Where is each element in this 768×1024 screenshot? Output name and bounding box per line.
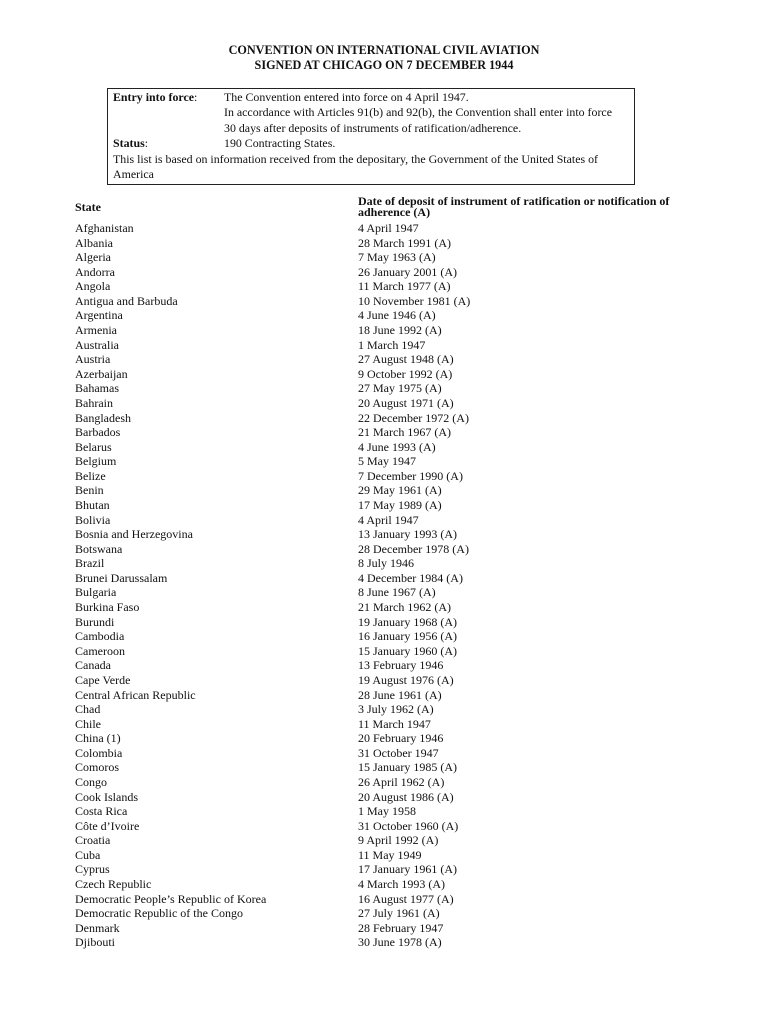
state-name: Belize <box>75 468 106 483</box>
state-name: Belgium <box>75 454 117 469</box>
deposit-date: 13 January 1993 (A) <box>358 527 457 542</box>
state-name: Democratic People’s Republic of Korea <box>75 891 267 906</box>
deposit-date: 22 December 1972 (A) <box>358 410 469 425</box>
state-name: Costa Rica <box>75 804 128 819</box>
deposit-date: 26 January 2001 (A) <box>358 264 457 279</box>
deposit-date: 20 August 1971 (A) <box>358 395 454 410</box>
state-name: Cape Verde <box>75 672 131 687</box>
table-row <box>0 323 768 338</box>
state-name: China (1) <box>75 731 121 746</box>
state-name: Algeria <box>75 250 111 265</box>
deposit-date: 13 February 1946 <box>358 658 444 673</box>
table-row <box>0 250 768 265</box>
table-row <box>0 906 768 921</box>
state-name: Brunei Darussalam <box>75 570 168 585</box>
table-row <box>0 294 768 309</box>
deposit-date: 10 November 1981 (A) <box>358 293 471 308</box>
state-name: Benin <box>75 483 104 498</box>
table-row <box>0 790 768 805</box>
entry-into-force-label: Entry into force: <box>113 90 198 104</box>
state-name: Croatia <box>75 833 111 848</box>
table-row <box>0 440 768 455</box>
state-name: Democratic Republic of the Congo <box>75 906 243 921</box>
entry-into-force-row <box>113 90 629 136</box>
deposit-date: 18 June 1992 (A) <box>358 323 442 338</box>
state-name: Chile <box>75 716 101 731</box>
deposit-date: 9 October 1992 (A) <box>358 366 453 381</box>
entry-line: The Convention entered into force on 4 April 1947. <box>224 90 469 104</box>
deposit-date: 8 July 1946 <box>358 556 415 571</box>
date-column-header: Date of deposit of instrument of ratification or notification of adherence (A) <box>358 194 670 219</box>
deposit-date: 11 March 1947 <box>358 716 431 731</box>
state-name: Andorra <box>75 264 115 279</box>
state-name: Australia <box>75 337 119 352</box>
state-name: Bosnia and Herzegovina <box>75 527 193 542</box>
table-row <box>0 717 768 732</box>
state-name: Bahamas <box>75 381 119 396</box>
table-row <box>0 921 768 936</box>
table-row <box>0 236 768 251</box>
state-name: Afghanistan <box>75 221 134 235</box>
state-name: Bhutan <box>75 497 110 512</box>
deposit-date: 20 August 1986 (A) <box>358 789 454 804</box>
deposit-date: 29 May 1961 (A) <box>358 483 442 498</box>
table-row <box>0 396 768 411</box>
state-name: Bahrain <box>75 395 113 410</box>
state-name: Bulgaria <box>75 585 117 600</box>
deposit-date: 7 May 1963 (A) <box>358 250 436 265</box>
deposit-date: 15 January 1960 (A) <box>358 643 457 658</box>
table-row <box>0 527 768 542</box>
table-row <box>0 556 768 571</box>
table-row <box>0 848 768 863</box>
table-row <box>0 221 768 236</box>
state-name: Czech Republic <box>75 877 152 892</box>
status-label: Status: <box>113 136 149 151</box>
deposit-date: 1 March 1947 <box>358 337 426 352</box>
deposit-date: 17 January 1961 (A) <box>358 862 457 877</box>
table-row <box>0 513 768 528</box>
deposit-date: 11 May 1949 <box>358 847 422 862</box>
state-name: Congo <box>75 774 108 789</box>
state-name: Canada <box>75 658 111 673</box>
status-row <box>113 136 629 151</box>
states-table <box>0 221 768 950</box>
state-name: Cook Islands <box>75 789 138 804</box>
deposit-date: 4 April 1947 <box>358 512 419 527</box>
deposit-date: 8 June 1967 (A) <box>358 585 436 600</box>
table-row <box>0 279 768 294</box>
state-name: Albania <box>75 235 113 250</box>
deposit-date: 4 June 1993 (A) <box>358 439 436 454</box>
deposit-date: 16 August 1977 (A) <box>358 891 454 906</box>
state-name: Chad <box>75 702 101 717</box>
table-row <box>0 571 768 586</box>
state-name: Bolivia <box>75 512 111 527</box>
state-name: Burundi <box>75 614 115 629</box>
deposit-date: 17 May 1989 (A) <box>358 497 442 512</box>
table-row <box>0 425 768 440</box>
deposit-date: 26 April 1962 (A) <box>358 774 445 789</box>
table-row <box>0 746 768 761</box>
table-row <box>0 775 768 790</box>
deposit-date: 28 June 1961 (A) <box>358 687 442 702</box>
info-box <box>107 88 635 185</box>
state-name: Burkina Faso <box>75 600 140 615</box>
deposit-date: 5 May 1947 <box>358 454 416 469</box>
table-row <box>0 381 768 396</box>
state-name: Côte d’Ivoire <box>75 818 140 833</box>
deposit-date: 21 March 1962 (A) <box>358 600 451 615</box>
deposit-date: 19 August 1976 (A) <box>358 672 454 687</box>
state-name: Antigua and Barbuda <box>75 293 178 308</box>
deposit-date: 3 July 1962 (A) <box>358 702 434 717</box>
table-row <box>0 629 768 644</box>
deposit-date: 27 May 1975 (A) <box>358 381 442 396</box>
deposit-date: 21 March 1967 (A) <box>358 425 451 440</box>
deposit-date: 19 January 1968 (A) <box>358 614 457 629</box>
table-row <box>0 833 768 848</box>
deposit-date: 4 December 1984 (A) <box>358 570 463 585</box>
deposit-date: 31 October 1960 (A) <box>358 818 459 833</box>
deposit-date: 20 February 1946 <box>358 731 444 746</box>
deposit-date: 16 January 1956 (A) <box>358 629 457 644</box>
table-row <box>0 338 768 353</box>
deposit-date: 27 August 1948 (A) <box>358 352 454 367</box>
table-row <box>0 542 768 557</box>
state-name: Argentina <box>75 308 123 323</box>
state-name: Austria <box>75 352 111 367</box>
state-name: Armenia <box>75 323 117 338</box>
state-name: Brazil <box>75 556 105 571</box>
table-row <box>0 469 768 484</box>
state-name: Cuba <box>75 847 101 862</box>
entry-line: 30 days after deposits of instruments of ratification/adherence. <box>224 120 522 135</box>
entry-line: In accordance with Articles 91(b) and 92(b), the Convention shall enter into force <box>224 105 612 120</box>
table-row <box>0 352 768 367</box>
table-row <box>0 308 768 323</box>
deposit-date: 28 March 1991 (A) <box>358 235 451 250</box>
status-value: 190 Contracting States. <box>224 136 336 151</box>
state-name: Colombia <box>75 745 123 760</box>
state-name: Central African Republic <box>75 687 196 702</box>
entry-into-force-value <box>224 90 629 136</box>
document-title <box>0 43 768 73</box>
table-row <box>0 367 768 382</box>
state-name: Cambodia <box>75 629 125 644</box>
table-row <box>0 483 768 498</box>
deposit-date: 11 March 1977 (A) <box>358 279 451 294</box>
table-row <box>0 265 768 280</box>
state-name: Denmark <box>75 920 120 935</box>
table-row <box>0 644 768 659</box>
title-line-2: SIGNED AT CHICAGO ON 7 DECEMBER 1944 <box>254 58 514 72</box>
deposit-date: 27 July 1961 (A) <box>358 906 440 921</box>
table-row <box>0 688 768 703</box>
state-column-header: State <box>75 200 101 214</box>
state-name: Cyprus <box>75 862 110 877</box>
deposit-date: 9 April 1992 (A) <box>358 833 439 848</box>
table-row <box>0 877 768 892</box>
state-name: Barbados <box>75 425 121 440</box>
table-row <box>0 658 768 673</box>
table-row <box>0 804 768 819</box>
table-row <box>0 862 768 877</box>
deposit-date: 4 April 1947 <box>358 221 419 235</box>
state-name: Djibouti <box>75 935 116 950</box>
table-row <box>0 454 768 469</box>
table-row <box>0 760 768 775</box>
table-row <box>0 819 768 834</box>
table-row <box>0 892 768 907</box>
table-row <box>0 615 768 630</box>
table-row <box>0 600 768 615</box>
state-name: Azerbaijan <box>75 366 128 381</box>
deposit-date: 28 December 1978 (A) <box>358 541 469 556</box>
table-row <box>0 673 768 688</box>
deposit-date: 1 May 1958 <box>358 804 416 819</box>
deposit-date: 4 March 1993 (A) <box>358 877 445 892</box>
state-name: Angola <box>75 279 111 294</box>
state-name: Cameroon <box>75 643 125 658</box>
deposit-date: 30 June 1978 (A) <box>358 935 442 950</box>
table-row <box>0 411 768 426</box>
table-row <box>0 731 768 746</box>
state-name: Comoros <box>75 760 120 775</box>
table-row <box>0 702 768 717</box>
depositary-note: This list is based on information received from the depositary, the Government of the United States of America <box>113 151 598 182</box>
table-row <box>0 498 768 513</box>
state-name: Botswana <box>75 541 123 556</box>
deposit-date: 31 October 1947 <box>358 745 439 760</box>
deposit-date: 28 February 1947 <box>358 920 444 935</box>
state-name: Bangladesh <box>75 410 131 425</box>
table-row <box>0 935 768 950</box>
table-row <box>0 585 768 600</box>
state-name: Belarus <box>75 439 112 454</box>
deposit-date: 15 January 1985 (A) <box>358 760 457 775</box>
deposit-date: 4 June 1946 (A) <box>358 308 436 323</box>
title-line-1: CONVENTION ON INTERNATIONAL CIVIL AVIATION <box>228 43 540 57</box>
deposit-date: 7 December 1990 (A) <box>358 468 463 483</box>
